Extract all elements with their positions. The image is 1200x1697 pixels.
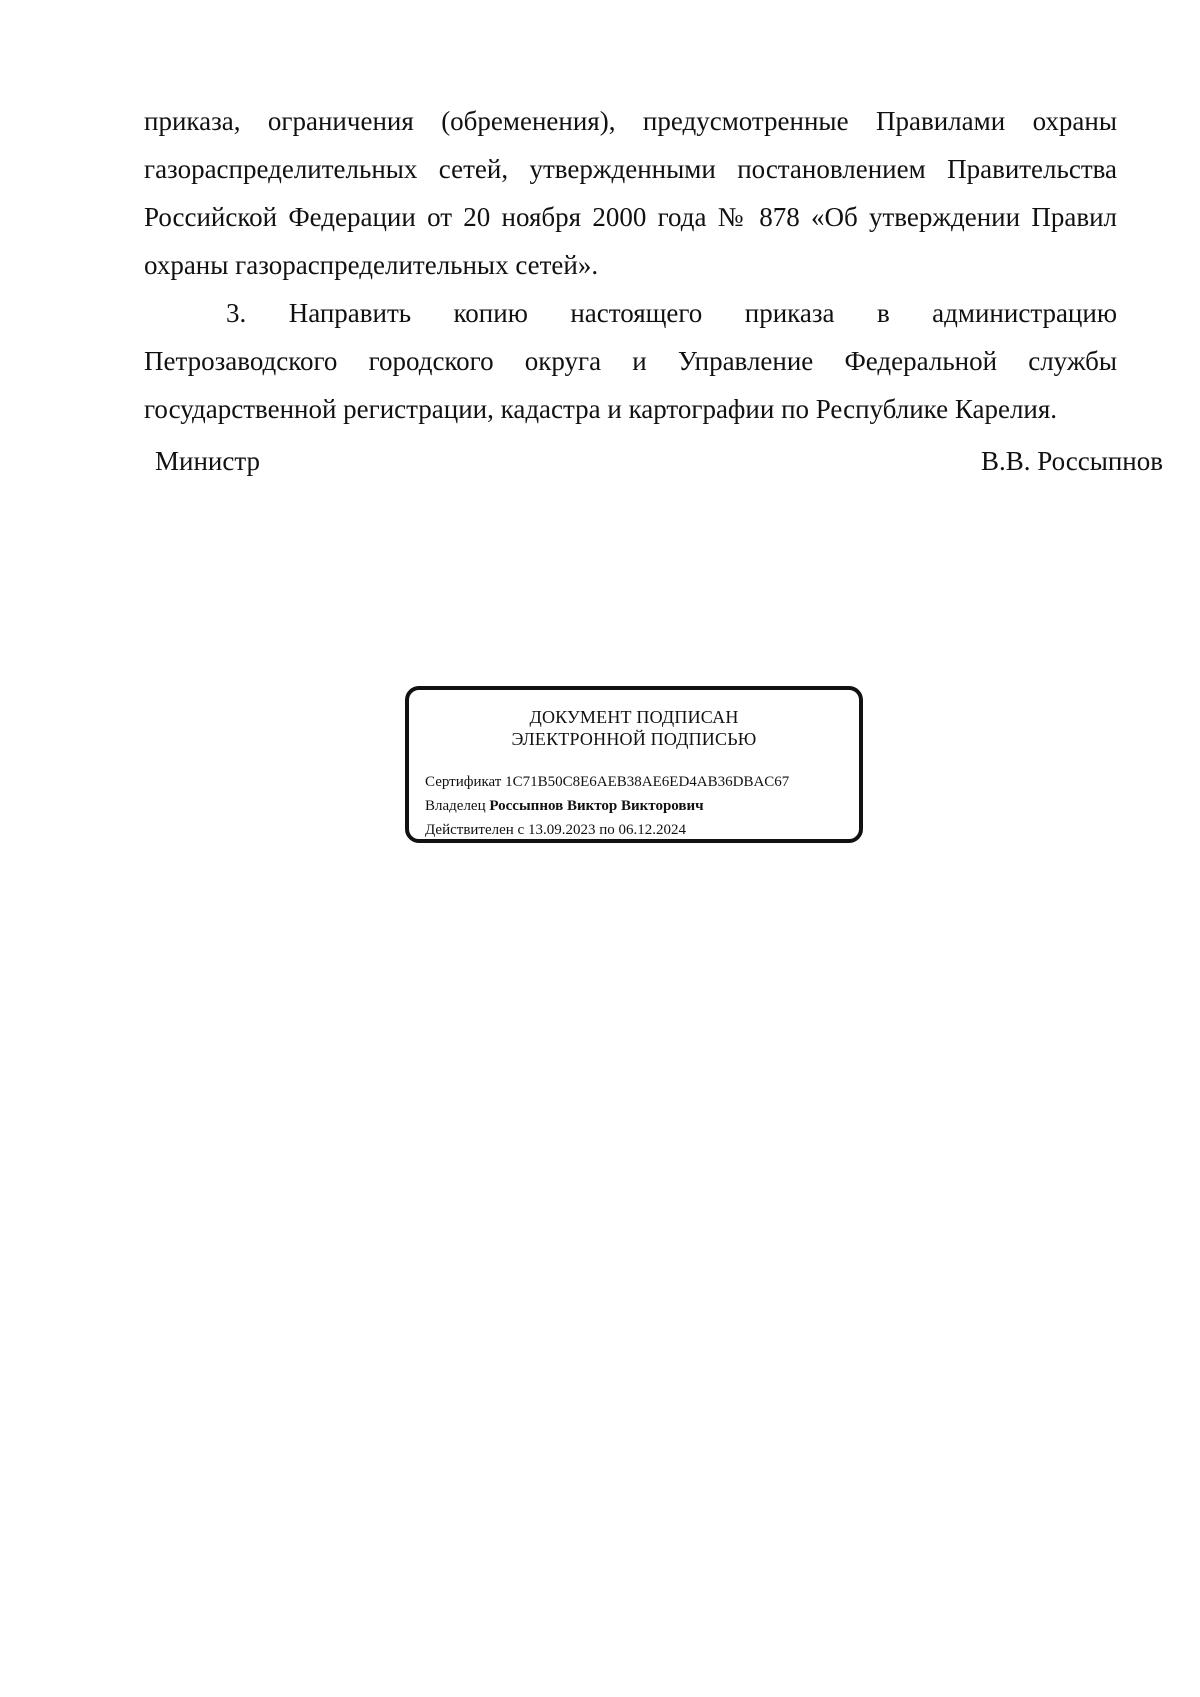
- certificate-row: [425, 770, 789, 794]
- certificate-value: 1C71B50C8E6AEB38AE6ED4AB36DBAC67: [505, 774, 790, 790]
- electronic-signature-stamp: [405, 686, 863, 843]
- paragraph-line: Российской Федерации от 20 ноября 2000 года № 878 «Об утверждении Правил: [144, 202, 1117, 232]
- stamp-details: [425, 770, 789, 842]
- certificate-label: Сертификат: [425, 774, 502, 790]
- owner-value: Россыпнов Виктор Викторович: [489, 798, 704, 814]
- validity-to-label: по: [599, 822, 615, 838]
- item-3-line: государственной регистрации, кадастра и картографии по Республике Карелия.: [144, 394, 1058, 424]
- signatory-position: Министр: [155, 446, 260, 476]
- paragraph-line: приказа, ограничения (обременения), предусмотренные Правилами охраны: [144, 106, 1117, 136]
- paragraph-line: газораспределительных сетей, утвержденными постановлением Правительства: [144, 154, 1117, 184]
- valid-from: 13.09.2023: [527, 822, 596, 838]
- document-body: [144, 97, 1117, 433]
- stamp-title: [409, 706, 859, 750]
- signatory-name: В.В. Россыпнов: [980, 446, 1163, 476]
- item-3-line: Петрозаводского городского округа и Управление Федеральной службы: [144, 346, 1117, 376]
- stamp-title-line-1: ДОКУМЕНТ ПОДПИСАН: [529, 707, 739, 727]
- owner-row: [425, 794, 789, 818]
- paragraph-line: охраны газораспределительных сетей».: [144, 250, 599, 280]
- stamp-title-line-2: ЭЛЕКТРОННОЙ ПОДПИСЬЮ: [511, 729, 757, 749]
- validity-label: Действителен с: [425, 822, 525, 838]
- validity-row: [425, 818, 789, 842]
- valid-to: 06.12.2024: [618, 822, 686, 838]
- item-3-line: 3. Направить копию настоящего приказа в администрацию: [226, 298, 1117, 328]
- signature-block: [155, 437, 1163, 485]
- owner-label: Владелец: [425, 798, 486, 814]
